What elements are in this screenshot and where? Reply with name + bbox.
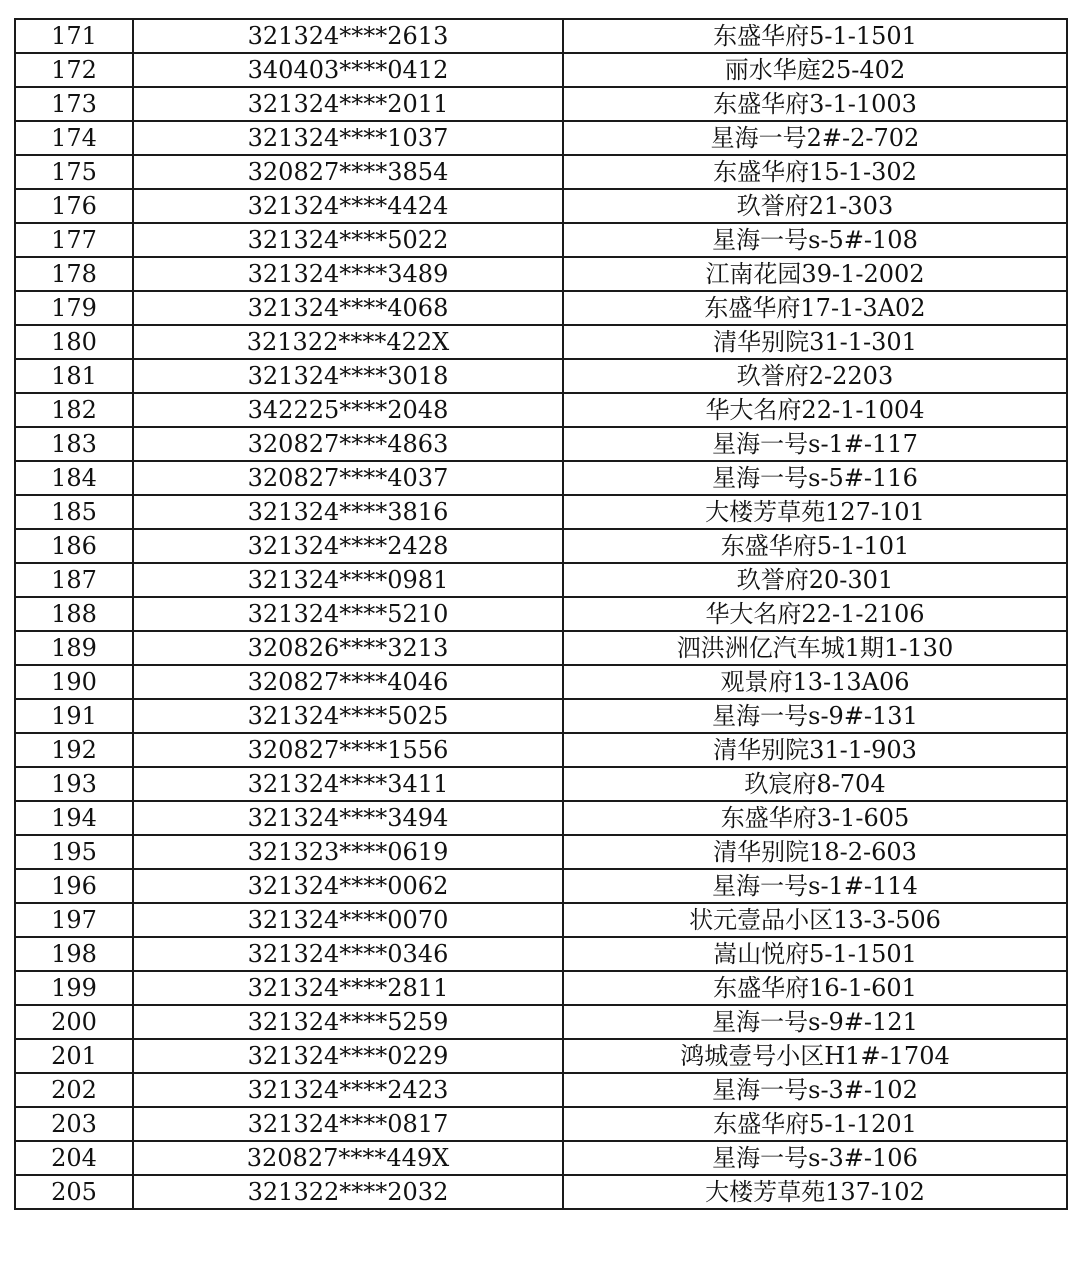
- address-cell: 状元壹品小区13-3-506: [563, 903, 1067, 937]
- id-number-cell: 321324****4424: [133, 189, 563, 223]
- address-cell: 清华别院31-1-903: [563, 733, 1067, 767]
- table-row: [15, 461, 1067, 495]
- row-number-cell: 192: [15, 733, 133, 767]
- table-row: [15, 971, 1067, 1005]
- table-row: [15, 665, 1067, 699]
- row-number-cell: 174: [15, 121, 133, 155]
- table-row: [15, 87, 1067, 121]
- address-cell: 东盛华府3-1-1003: [563, 87, 1067, 121]
- address-cell: 东盛华府5-1-1201: [563, 1107, 1067, 1141]
- id-number-cell: 321324****3816: [133, 495, 563, 529]
- id-number-cell: 321324****2428: [133, 529, 563, 563]
- row-number-cell: 193: [15, 767, 133, 801]
- id-number-cell: 321324****3494: [133, 801, 563, 835]
- table-row: [15, 155, 1067, 189]
- id-number-cell: 321324****3018: [133, 359, 563, 393]
- table-row: [15, 495, 1067, 529]
- id-number-cell: 320827****3854: [133, 155, 563, 189]
- table-row: [15, 1005, 1067, 1039]
- id-number-cell: 320826****3213: [133, 631, 563, 665]
- row-number-cell: 197: [15, 903, 133, 937]
- id-number-cell: 321324****2011: [133, 87, 563, 121]
- row-number-cell: 205: [15, 1175, 133, 1209]
- id-number-cell: 321324****4068: [133, 291, 563, 325]
- id-number-cell: 320827****4037: [133, 461, 563, 495]
- row-number-cell: 195: [15, 835, 133, 869]
- table-row: [15, 19, 1067, 53]
- id-number-cell: 321322****422X: [133, 325, 563, 359]
- row-number-cell: 194: [15, 801, 133, 835]
- id-number-cell: 321324****5022: [133, 223, 563, 257]
- row-number-cell: 176: [15, 189, 133, 223]
- address-cell: 东盛华府15-1-302: [563, 155, 1067, 189]
- table-row: [15, 121, 1067, 155]
- table-row: [15, 767, 1067, 801]
- id-number-cell: 321322****2032: [133, 1175, 563, 1209]
- id-number-cell: 320827****4863: [133, 427, 563, 461]
- id-number-cell: 321324****1037: [133, 121, 563, 155]
- table-row: [15, 393, 1067, 427]
- address-cell: 玖宸府8-704: [563, 767, 1067, 801]
- table-row: [15, 53, 1067, 87]
- row-number-cell: 187: [15, 563, 133, 597]
- table-row: [15, 869, 1067, 903]
- row-number-cell: 185: [15, 495, 133, 529]
- row-number-cell: 191: [15, 699, 133, 733]
- row-number-cell: 184: [15, 461, 133, 495]
- table-row: [15, 699, 1067, 733]
- id-number-cell: 321324****0981: [133, 563, 563, 597]
- id-number-cell: 321324****2613: [133, 19, 563, 53]
- row-number-cell: 202: [15, 1073, 133, 1107]
- address-cell: 玖誉府21-303: [563, 189, 1067, 223]
- roster-table: [14, 18, 1068, 1210]
- row-number-cell: 175: [15, 155, 133, 189]
- id-number-cell: 321324****5210: [133, 597, 563, 631]
- row-number-cell: 183: [15, 427, 133, 461]
- table-row: [15, 1175, 1067, 1209]
- table-row: [15, 325, 1067, 359]
- row-number-cell: 181: [15, 359, 133, 393]
- row-number-cell: 199: [15, 971, 133, 1005]
- address-cell: 星海一号s-9#-121: [563, 1005, 1067, 1039]
- address-cell: 清华别院18-2-603: [563, 835, 1067, 869]
- id-number-cell: 321324****0070: [133, 903, 563, 937]
- table-row: [15, 801, 1067, 835]
- row-number-cell: 172: [15, 53, 133, 87]
- id-number-cell: 321324****0062: [133, 869, 563, 903]
- table-row: [15, 1107, 1067, 1141]
- address-cell: 星海一号s-5#-108: [563, 223, 1067, 257]
- row-number-cell: 200: [15, 1005, 133, 1039]
- id-number-cell: 340403****0412: [133, 53, 563, 87]
- address-cell: 华大名府22-1-2106: [563, 597, 1067, 631]
- table-row: [15, 223, 1067, 257]
- address-cell: 大楼芳草苑127-101: [563, 495, 1067, 529]
- address-cell: 东盛华府17-1-3A02: [563, 291, 1067, 325]
- address-cell: 玖誉府20-301: [563, 563, 1067, 597]
- table-row: [15, 937, 1067, 971]
- id-number-cell: 321324****2811: [133, 971, 563, 1005]
- row-number-cell: 198: [15, 937, 133, 971]
- id-number-cell: 321323****0619: [133, 835, 563, 869]
- row-number-cell: 171: [15, 19, 133, 53]
- roster-table-body: [15, 19, 1067, 1209]
- id-number-cell: 321324****3411: [133, 767, 563, 801]
- address-cell: 观景府13-13A06: [563, 665, 1067, 699]
- row-number-cell: 177: [15, 223, 133, 257]
- address-cell: 星海一号s-9#-131: [563, 699, 1067, 733]
- id-number-cell: 321324****0817: [133, 1107, 563, 1141]
- id-number-cell: 320827****4046: [133, 665, 563, 699]
- address-cell: 丽水华庭25-402: [563, 53, 1067, 87]
- address-cell: 星海一号s-3#-102: [563, 1073, 1067, 1107]
- table-row: [15, 291, 1067, 325]
- table-row: [15, 631, 1067, 665]
- row-number-cell: 178: [15, 257, 133, 291]
- address-cell: 玖誉府2-2203: [563, 359, 1067, 393]
- table-row: [15, 189, 1067, 223]
- address-cell: 清华别院31-1-301: [563, 325, 1067, 359]
- row-number-cell: 203: [15, 1107, 133, 1141]
- id-number-cell: 321324****0229: [133, 1039, 563, 1073]
- id-number-cell: 321324****2423: [133, 1073, 563, 1107]
- table-row: [15, 835, 1067, 869]
- row-number-cell: 188: [15, 597, 133, 631]
- address-cell: 鸿城壹号小区H1#-1704: [563, 1039, 1067, 1073]
- id-number-cell: 320827****449X: [133, 1141, 563, 1175]
- address-cell: 东盛华府5-1-101: [563, 529, 1067, 563]
- row-number-cell: 190: [15, 665, 133, 699]
- row-number-cell: 201: [15, 1039, 133, 1073]
- address-cell: 泗洪洲亿汽车城1期1-130: [563, 631, 1067, 665]
- address-cell: 大楼芳草苑137-102: [563, 1175, 1067, 1209]
- row-number-cell: 204: [15, 1141, 133, 1175]
- table-row: [15, 359, 1067, 393]
- address-cell: 星海一号s-1#-114: [563, 869, 1067, 903]
- row-number-cell: 196: [15, 869, 133, 903]
- table-row: [15, 257, 1067, 291]
- address-cell: 星海一号s-3#-106: [563, 1141, 1067, 1175]
- table-row: [15, 1039, 1067, 1073]
- table-row: [15, 597, 1067, 631]
- address-cell: 华大名府22-1-1004: [563, 393, 1067, 427]
- address-cell: 江南花园39-1-2002: [563, 257, 1067, 291]
- table-row: [15, 733, 1067, 767]
- row-number-cell: 182: [15, 393, 133, 427]
- table-row: [15, 1073, 1067, 1107]
- address-cell: 东盛华府16-1-601: [563, 971, 1067, 1005]
- roster-sheet: [14, 18, 1066, 1210]
- address-cell: 星海一号s-5#-116: [563, 461, 1067, 495]
- address-cell: 嵩山悦府5-1-1501: [563, 937, 1067, 971]
- id-number-cell: 342225****2048: [133, 393, 563, 427]
- row-number-cell: 173: [15, 87, 133, 121]
- id-number-cell: 321324****0346: [133, 937, 563, 971]
- address-cell: 星海一号s-1#-117: [563, 427, 1067, 461]
- id-number-cell: 320827****1556: [133, 733, 563, 767]
- id-number-cell: 321324****3489: [133, 257, 563, 291]
- address-cell: 星海一号2#-2-702: [563, 121, 1067, 155]
- row-number-cell: 186: [15, 529, 133, 563]
- table-row: [15, 529, 1067, 563]
- table-row: [15, 1141, 1067, 1175]
- address-cell: 东盛华府3-1-605: [563, 801, 1067, 835]
- address-cell: 东盛华府5-1-1501: [563, 19, 1067, 53]
- table-row: [15, 563, 1067, 597]
- row-number-cell: 179: [15, 291, 133, 325]
- id-number-cell: 321324****5259: [133, 1005, 563, 1039]
- id-number-cell: 321324****5025: [133, 699, 563, 733]
- table-row: [15, 427, 1067, 461]
- table-row: [15, 903, 1067, 937]
- row-number-cell: 189: [15, 631, 133, 665]
- row-number-cell: 180: [15, 325, 133, 359]
